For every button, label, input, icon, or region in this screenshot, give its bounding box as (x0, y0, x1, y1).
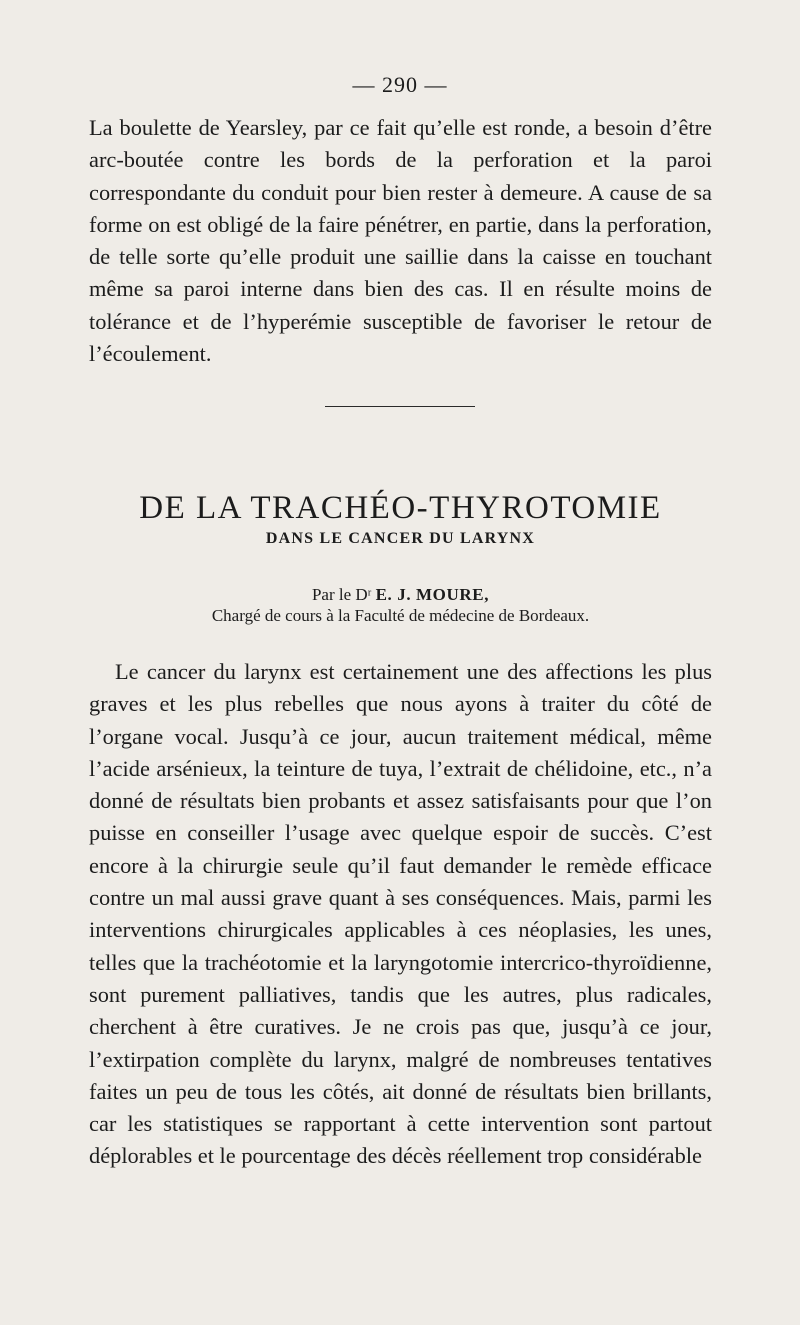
article-body-paragraph: Le cancer du larynx est certainement une des affections les plus graves et les plus rebelles que nous ayons à traiter du côté de l’organe vocal. Jusqu’à ce jour, aucun traitement médical, même l’acide arsénieux, la teinture de tuya, l’extrait de chélidoine, etc., n’a donné de résultats bien probants et assez satisfaisants pour que l’on puisse en conseiller l’usage avec quelque espoir de succès. C’est encore à la chirurgie seule qu’il faut demander le remède efficace contre un mal aussi grave quant à ses conséquences. Mais, parmi les interventions chirurgicales applicables à ces néoplasies, les unes, telles que la trachéotomie et la laryngotomie intercrico-thyroïdienne, sont purement palliatives, tandis que les autres, plus radicales, cherchent à être curatives. Je ne crois pas que, jusqu’à ce jour, l’extirpation complète du larynx, malgré de nombreuses tentatives faites un peu de tous les côtés, ait donné de résultats bien brillants, car les statistiques se rapportant à cette intervention sont partout déplorables et le pourcentage des décès réellement trop considérable (89, 659, 712, 1169)
author-affiliation: Chargé de cours à la Faculté de médecine de Bordeaux. (211, 606, 590, 625)
author-name: E. J. MOURE, (375, 585, 490, 604)
article-subtitle: DANS LE CANCER DU LARYNX (265, 530, 536, 547)
article-title: DE LA TRACHÉO-THYROTOMIE (139, 490, 662, 527)
section-divider (325, 406, 475, 407)
page-number: — 290 — (352, 72, 448, 97)
byline (89, 584, 712, 606)
continued-paragraph: La boulette de Yearsley, par ce fait qu’elle est ronde, a besoin d’être arc-boutée contre les bords de la perforation et la paroi correspondante du conduit pour bien rester à demeure. A cause de sa forme on est obligé de la faire pénétrer, en partie, dans la perforation, de telle sorte qu’elle produit une saillie dans la caisse en touchant même sa paroi interne dans bien des cas. Il en résulte moins de tolérance et de l’hyperémie susceptible de favoriser le retour de l’écoulement. (89, 115, 712, 367)
byline-prefix: Par le Dʳ (311, 585, 372, 604)
